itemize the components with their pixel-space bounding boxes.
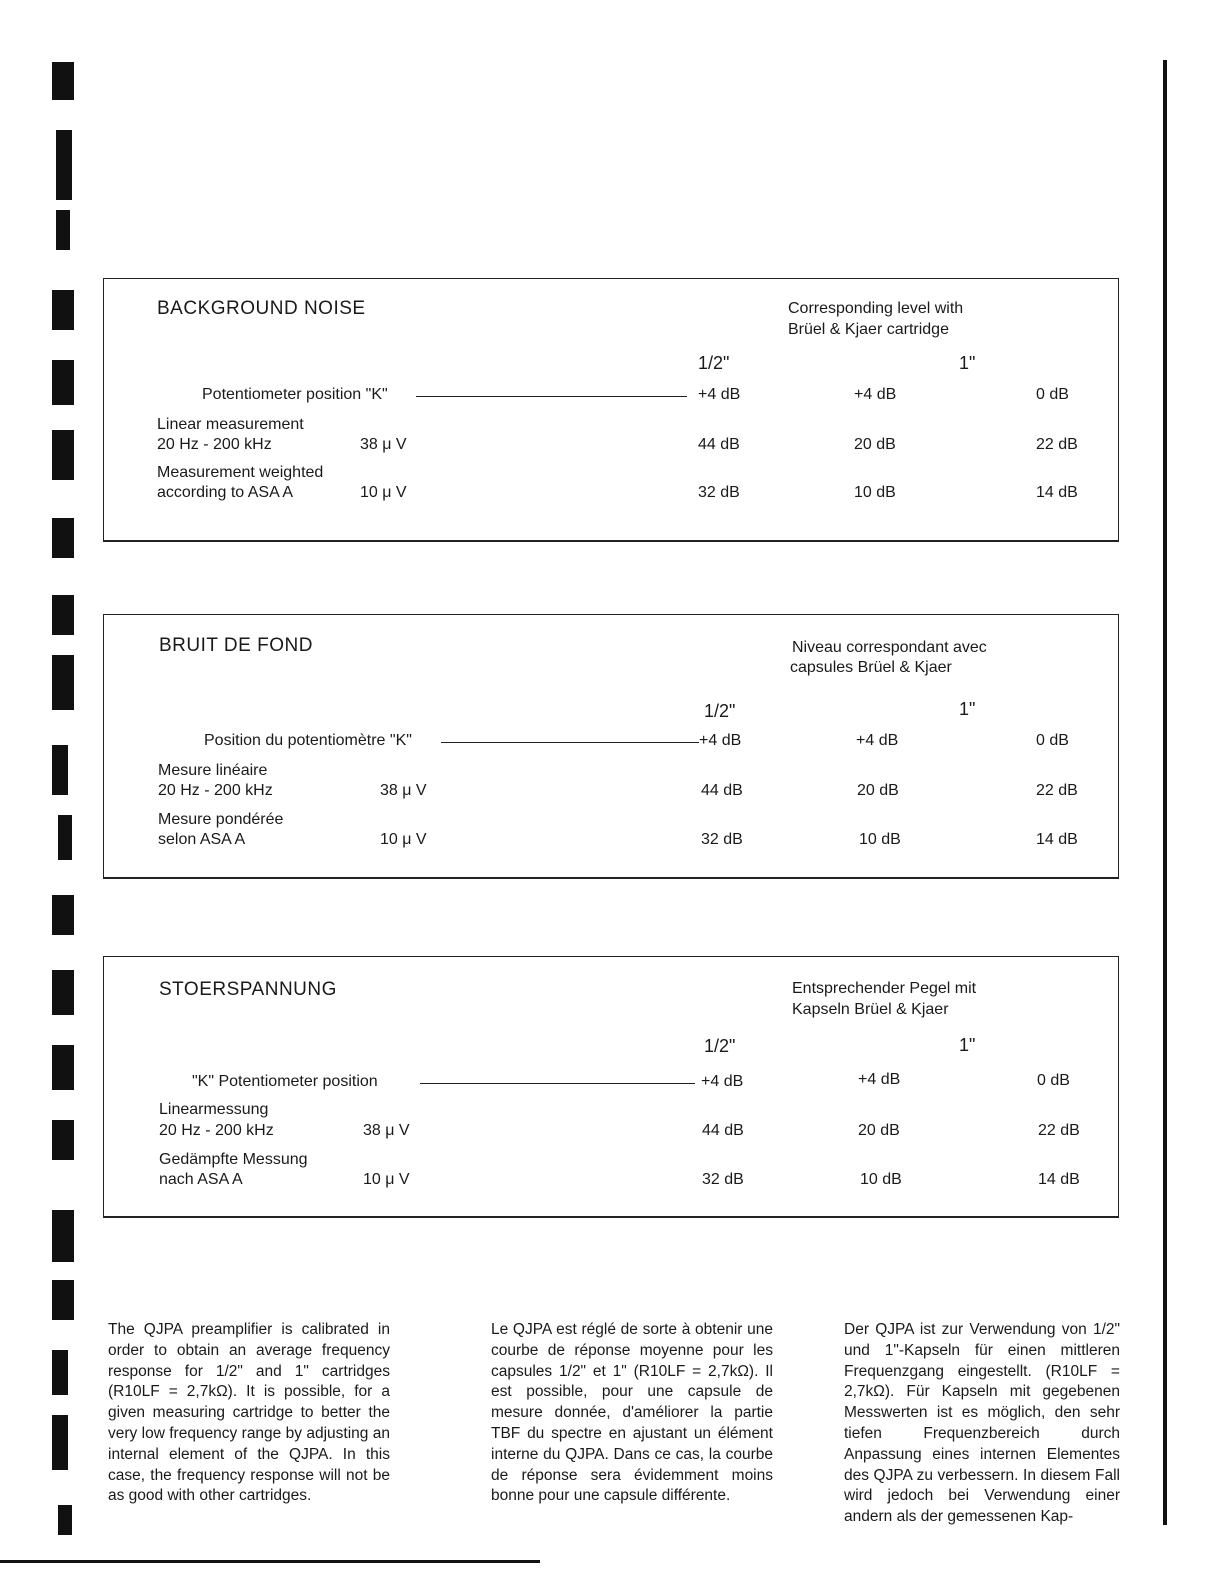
- background-noise-table: [103, 278, 1119, 542]
- leader-line: [441, 742, 699, 743]
- row-label-line2: nach ASA A: [159, 1171, 243, 1188]
- column-header-half-inch: 1/2": [704, 1036, 736, 1056]
- row-value-bk-one: 14 dB: [1038, 1171, 1080, 1188]
- potentiometer-label: Position du potentiomètre "K": [204, 732, 412, 749]
- potentiometer-value-half: +4 dB: [701, 1073, 744, 1090]
- row-value-bk-half: 10 dB: [854, 484, 896, 501]
- row-microvolt: 38 μ V: [360, 436, 407, 453]
- row-value-bk-half: 20 dB: [857, 782, 899, 799]
- row-label-line2: 20 Hz - 200 kHz: [159, 1122, 274, 1139]
- section-title: BACKGROUND NOISE: [157, 298, 366, 319]
- binding-mark: [52, 1280, 74, 1320]
- stoerspannung-table: [103, 956, 1119, 1218]
- german-paragraph: Der QJPA ist zur Verwendung von 1/2" und 1"-Kapseln für einen mittleren Frequenzgang eingestellt. (R10LF = 2,7kΩ). Für Kapseln mit gegebenen Messwerten ist es möglich, den sehr tiefen Frequenzbereich durch Anpassung eines internen Elementes des QJPA zu verbessern. In diesem Fall wird jedoch bei Verwendung einer andern als der gemessenen Kap-: [844, 1321, 1120, 1526]
- row-microvolt: 38 μ V: [363, 1122, 410, 1139]
- corresponding-level-line1: Niveau correspondant avec: [792, 639, 987, 656]
- row-label-line1: Mesure pondérée: [158, 811, 284, 828]
- row-value-bk-half: 20 dB: [858, 1122, 900, 1139]
- corresponding-level-line2: capsules Brüel & Kjaer: [790, 659, 952, 676]
- potentiometer-value-bk-one: 0 dB: [1036, 732, 1069, 749]
- row-value-bk-one: 14 dB: [1036, 831, 1078, 848]
- row-value-bk-one: 14 dB: [1036, 484, 1078, 501]
- binding-mark: [52, 895, 74, 935]
- row-value-bk-half: 10 dB: [860, 1171, 902, 1188]
- binding-mark: [52, 1415, 68, 1470]
- row-value-bk-half: 20 dB: [854, 436, 896, 453]
- column-header-one-inch: 1": [959, 353, 976, 373]
- row-label-line1: Linear measurement: [157, 416, 304, 433]
- binding-mark: [52, 518, 74, 558]
- binding-mark: [52, 595, 74, 635]
- row-label-line1: Measurement weighted: [157, 464, 324, 481]
- binding-mark: [52, 1350, 68, 1395]
- potentiometer-value-bk-one: 0 dB: [1037, 1072, 1070, 1089]
- potentiometer-label: Potentiometer position "K": [202, 386, 388, 403]
- binding-mark: [52, 1210, 74, 1262]
- binding-mark: [52, 290, 74, 330]
- binding-mark: [52, 970, 74, 1015]
- binding-mark: [58, 1505, 72, 1535]
- row-value-bk-one: 22 dB: [1036, 782, 1078, 799]
- potentiometer-value-bk-one: 0 dB: [1036, 386, 1069, 403]
- binding-mark: [52, 655, 74, 710]
- binding-mark: [52, 1120, 74, 1160]
- potentiometer-value-half: +4 dB: [698, 386, 741, 403]
- binding-mark: [56, 210, 70, 250]
- potentiometer-label: "K" Potentiometer position: [192, 1073, 378, 1090]
- corresponding-level-line1: Entsprechender Pegel mit: [792, 980, 977, 997]
- french-paragraph: Le QJPA est réglé de sorte à obtenir une courbe de réponse moyenne pour les capsules 1/2" et 1" (R10LF = 2,7kΩ). Il est possible, pour une capsule de mesure donnée, d'améliorer la partie TBF du spectre en ajustant un élément interne du QJPA. Dans ce cas, la courbe de réponse sera évidemment moins bonne pour une capsule différente.: [491, 1321, 773, 1505]
- section-title: STOERSPANNUNG: [159, 979, 337, 1000]
- column-header-half-inch: 1/2": [698, 353, 730, 373]
- potentiometer-value-half: +4 dB: [699, 732, 742, 749]
- leader-line: [420, 1083, 695, 1084]
- row-microvolt: 10 μ V: [380, 831, 427, 848]
- bruit-de-fond-table: [103, 614, 1119, 879]
- binding-mark: [52, 1045, 74, 1090]
- leader-line: [416, 396, 687, 397]
- row-value-half: 44 dB: [698, 436, 740, 453]
- column-header-one-inch: 1": [959, 699, 976, 719]
- potentiometer-value-bk-half: +4 dB: [856, 732, 899, 749]
- bottom-rule: [0, 1560, 540, 1563]
- row-microvolt: 10 μ V: [360, 484, 407, 501]
- row-microvolt: 38 μ V: [380, 782, 427, 799]
- corresponding-level-line2: Kapseln Brüel & Kjaer: [792, 1001, 949, 1018]
- row-label-line1: Gedämpfte Messung: [159, 1151, 308, 1168]
- row-microvolt: 10 μ V: [363, 1171, 410, 1188]
- binding-mark: [52, 62, 74, 100]
- binding-mark: [52, 360, 74, 405]
- row-value-half: 32 dB: [702, 1171, 744, 1188]
- binding-mark: [58, 815, 72, 860]
- row-label-line2: according to ASA A: [157, 484, 294, 501]
- row-label-line2: 20 Hz - 200 kHz: [158, 782, 273, 799]
- row-label-line2: 20 Hz - 200 kHz: [157, 436, 272, 453]
- binding-mark: [52, 430, 74, 480]
- row-value-bk-half: 10 dB: [859, 831, 901, 848]
- column-header-half-inch: 1/2": [704, 701, 736, 721]
- section-title: BRUIT DE FOND: [159, 635, 313, 656]
- potentiometer-value-bk-half: +4 dB: [854, 386, 897, 403]
- row-label-line2: selon ASA A: [158, 831, 246, 848]
- binding-mark: [56, 130, 72, 200]
- row-label-line1: Mesure linéaire: [158, 762, 268, 779]
- row-value-bk-one: 22 dB: [1036, 436, 1078, 453]
- binding-mark: [52, 745, 68, 795]
- potentiometer-value-bk-half: +4 dB: [858, 1071, 901, 1088]
- column-header-one-inch: 1": [959, 1035, 976, 1055]
- english-paragraph: The QJPA preamplifier is calibrated in order to obtain an average frequency response for 1/2" and 1" cartridges (R10LF = 2,7kΩ). It is possible, for a given measuring cartridge to better the very low frequency range by adjusting an internal element of the QJPA. In this case, the frequency response will not be as good with other cartridges.: [108, 1321, 390, 1505]
- row-value-half: 44 dB: [701, 782, 743, 799]
- row-value-bk-one: 22 dB: [1038, 1122, 1080, 1139]
- row-value-half: 44 dB: [702, 1122, 744, 1139]
- right-margin-rule: [1163, 60, 1167, 1525]
- row-value-half: 32 dB: [701, 831, 743, 848]
- corresponding-level-line2: Brüel & Kjaer cartridge: [788, 321, 949, 338]
- row-value-half: 32 dB: [698, 484, 740, 501]
- corresponding-level-line1: Corresponding level with: [788, 300, 964, 317]
- row-label-line1: Linearmessung: [159, 1101, 269, 1118]
